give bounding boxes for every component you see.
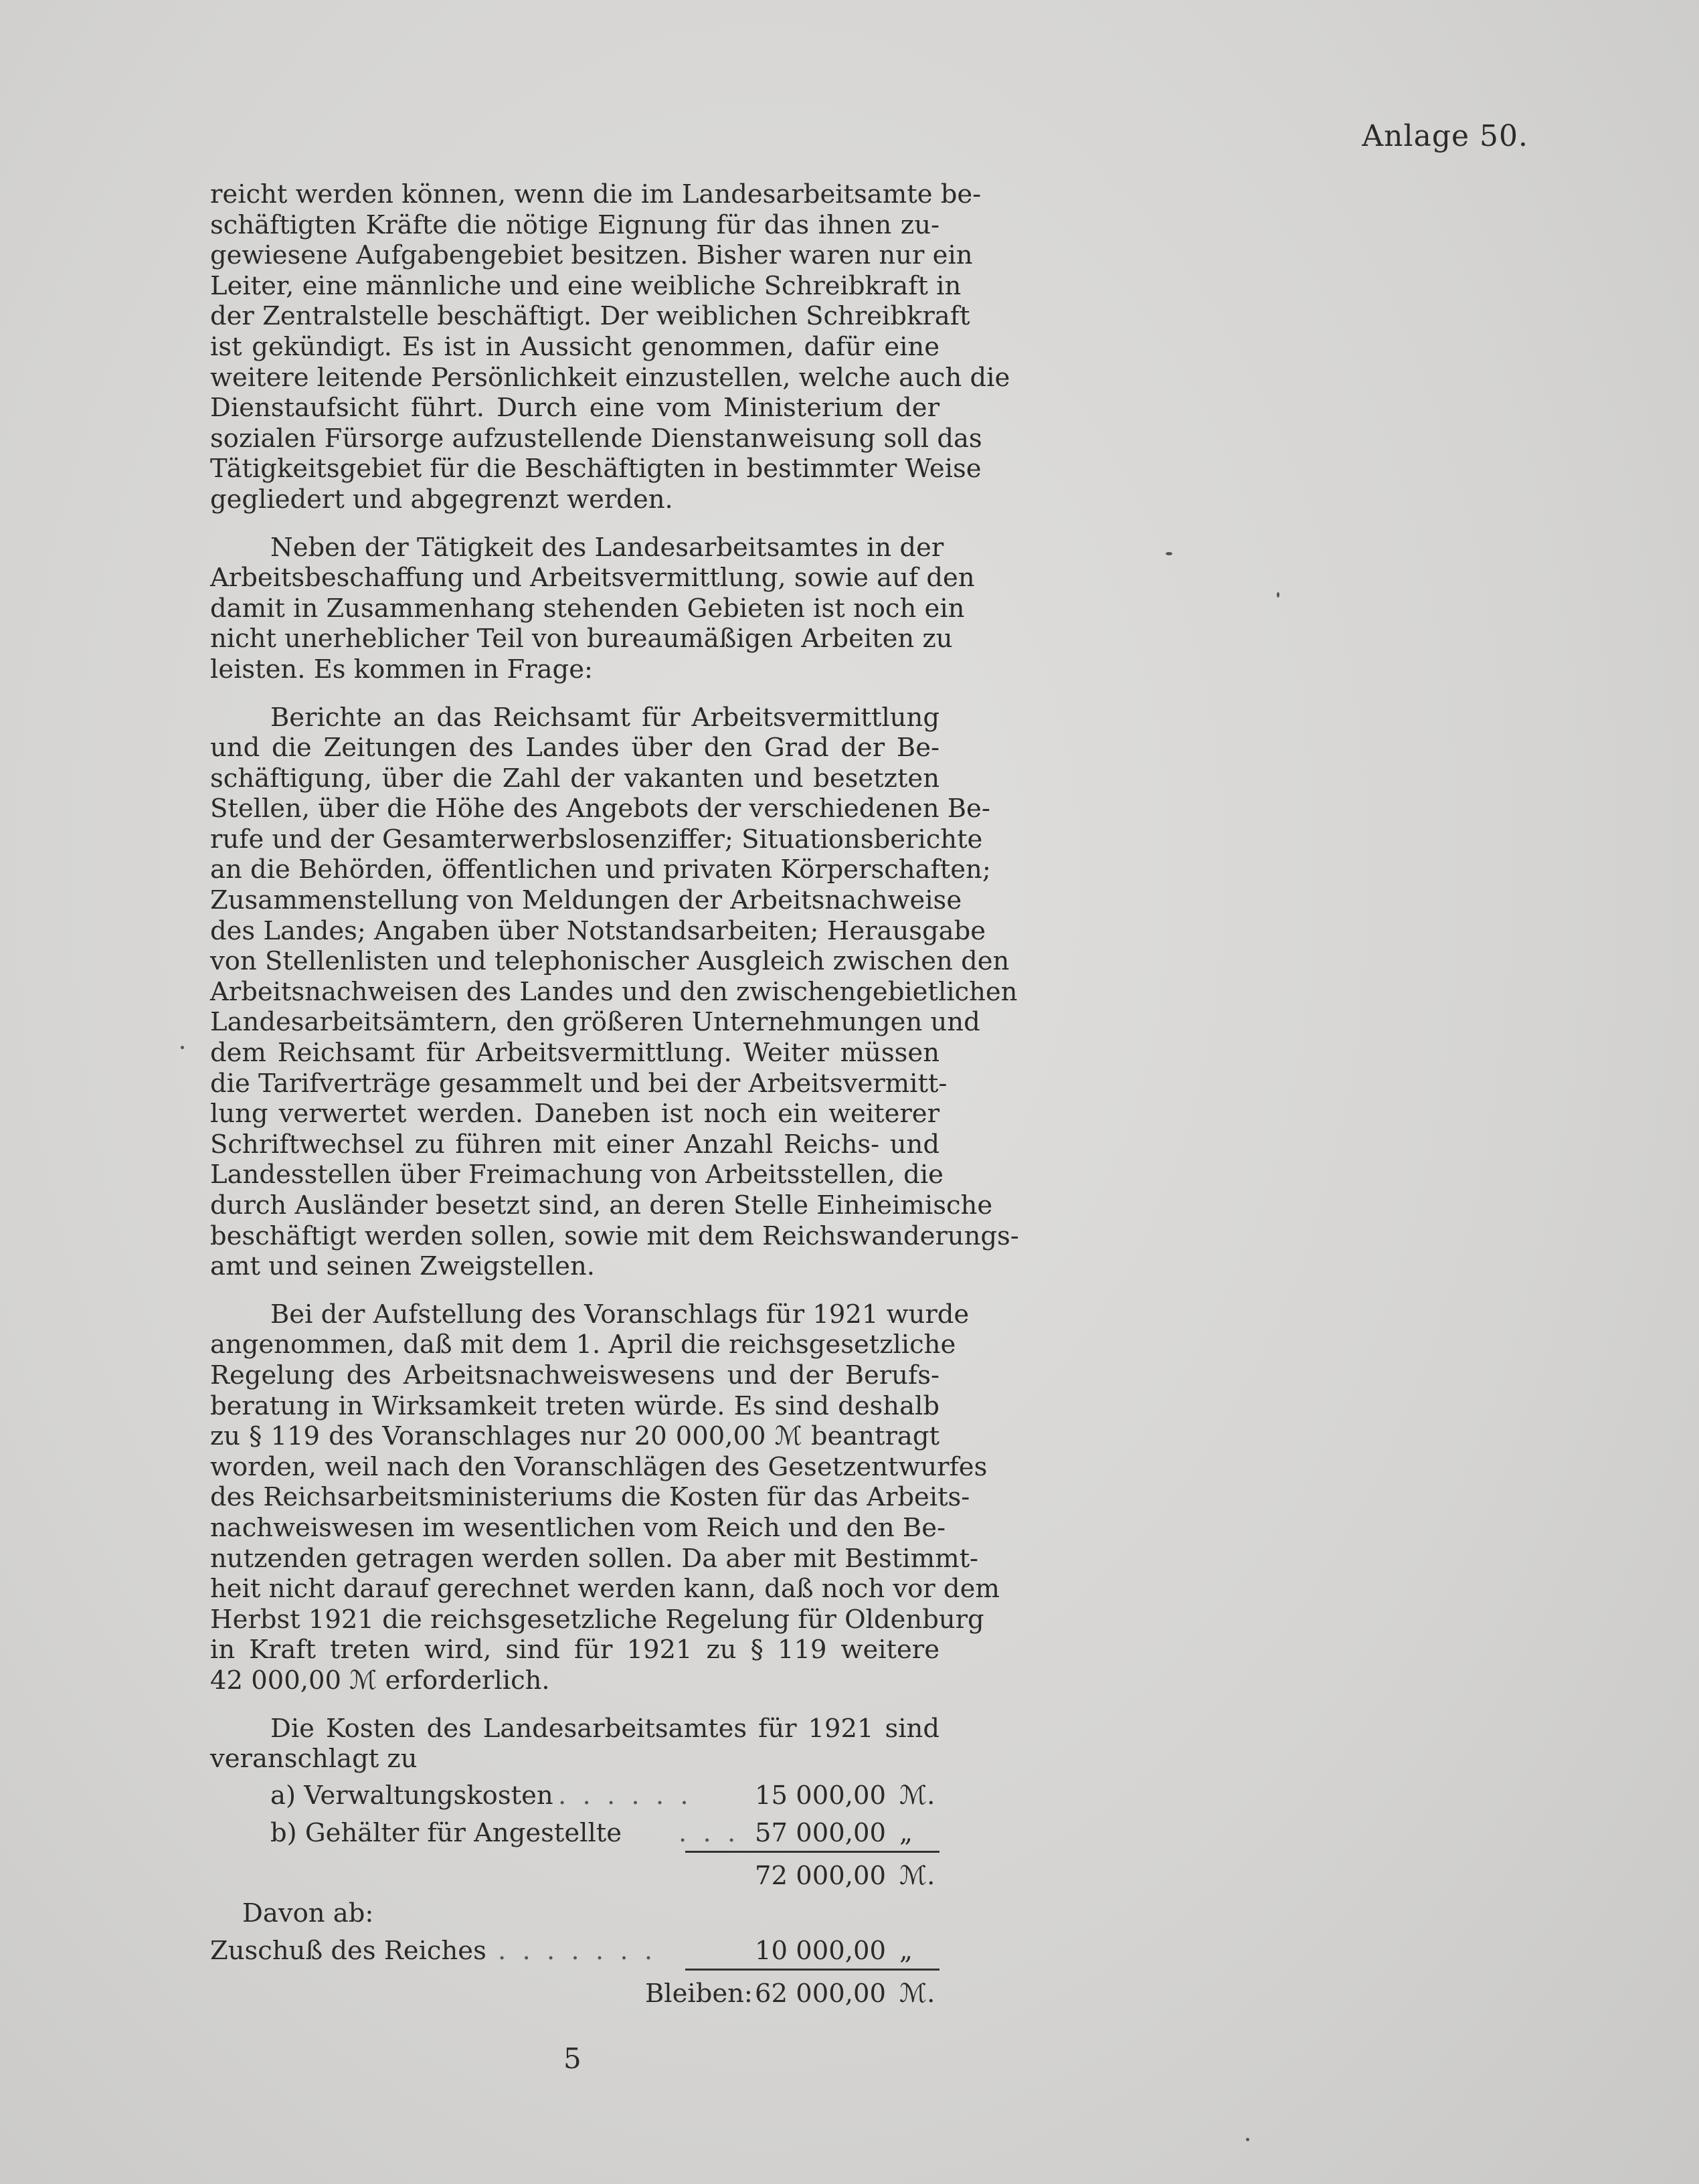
text-line: Landesstellen über Freimachung von Arbeitsstellen, die xyxy=(210,1160,944,1190)
currency-unit: ℳ. xyxy=(899,1860,935,1891)
paragraph-gap xyxy=(210,1282,940,1299)
leader-dots: . . . . . . xyxy=(558,1780,693,1811)
page-number: 5 xyxy=(563,2042,582,2075)
dust-speck xyxy=(1166,552,1172,555)
subsidy-amount: 10 000,00 xyxy=(755,1935,886,1966)
cost-item-b-amount: 57 000,00 xyxy=(755,1817,886,1848)
text-line: amt und seinen Zweigstellen. xyxy=(210,1251,596,1282)
text-line: angenommen, daß mit dem 1. April die reichsgesetzliche xyxy=(210,1330,956,1360)
text-line: reicht werden können, wenn die im Landesarbeitsamte be- xyxy=(210,179,982,209)
text-line: in Kraft treten wird, sind für 1921 zu § 119 weitere xyxy=(210,1635,940,1665)
text-column xyxy=(210,179,1019,2013)
cost-item-b xyxy=(210,1815,940,1852)
text-line: beschäftigt werden sollen, sowie mit dem Reichswanderungs- xyxy=(210,1220,1019,1251)
text-line: heit nicht darauf gerechnet werden kann, daß noch vor dem xyxy=(210,1574,1000,1605)
text-line: die Tarifverträge gesammelt und bei der Arbeitsvermitt- xyxy=(210,1068,948,1099)
paragraph-gap xyxy=(210,515,940,533)
text-line: Zusammenstellung von Meldungen der Arbeitsnachweise xyxy=(210,885,962,916)
text-line: und die Zeitungen des Landes über den Grad der Be- xyxy=(210,733,940,763)
sum-rule xyxy=(685,1851,940,1853)
paragraph xyxy=(210,1714,940,1774)
ditto-mark: „ xyxy=(899,1817,913,1848)
text-line: Leiter, eine männliche und eine weibliche Schreibkraft in xyxy=(210,270,962,301)
page-header: Anlage 50. xyxy=(1362,119,1528,153)
text-line: sozialen Fürsorge aufzustellende Dienstanweisung soll das xyxy=(210,423,982,454)
text-line: nutzenden getragen werden sollen. Da aber mit Bestimmt- xyxy=(210,1543,979,1574)
remaining-label: Bleiben: xyxy=(645,1978,753,2009)
text-line: durch Ausländer besetzt sind, an deren Stelle Einheimische xyxy=(210,1190,993,1220)
text-line: zu § 119 des Voranschlages nur 20 000,00 ℳ beantragt xyxy=(210,1421,940,1452)
text-line: veranschlagt zu xyxy=(210,1744,418,1774)
text-line: weitere leitende Persönlichkeit einzustellen, welche auch die xyxy=(210,362,1010,393)
text-line: Arbeitsbeschaffung und Arbeitsvermittlung, sowie auf den xyxy=(210,563,975,594)
body-paragraphs xyxy=(210,179,1019,1774)
paragraph-gap xyxy=(210,1696,940,1714)
text-line: Dienstaufsicht führt. Durch eine vom Ministerium der xyxy=(210,393,940,424)
text-line: worden, weil nach den Voranschlägen des Gesetzentwurfes xyxy=(210,1451,988,1482)
text-line: nachweiswesen im wesentlichen vom Reich und den Be- xyxy=(210,1512,946,1543)
subtotal-row xyxy=(210,1857,940,1895)
dust-speck xyxy=(181,1046,184,1049)
text-line: Bei der Aufstellung des Voranschlags für 1921 wurde xyxy=(270,1299,970,1330)
cost-item-a xyxy=(210,1777,940,1815)
remaining-amount: 62 000,00 xyxy=(755,1978,886,2009)
deduction-label: Davon ab: xyxy=(242,1898,374,1928)
text-line: damit in Zusammenhang stehenden Gebieten ist noch ein xyxy=(210,593,965,624)
paragraph xyxy=(210,179,1010,515)
subsidy-row xyxy=(210,1932,940,1970)
text-line: lung verwertet werden. Daneben ist noch ein weiterer xyxy=(210,1099,940,1129)
paragraph xyxy=(210,702,1019,1282)
text-line: dem Reichsamt für Arbeitsvermittlung. Weiter müssen xyxy=(210,1038,940,1069)
text-line: an die Behörden, öffentlichen und privaten Körperschaften; xyxy=(210,854,991,885)
currency-unit: ℳ. xyxy=(899,1780,935,1811)
paragraph xyxy=(210,1299,1000,1696)
text-line: von Stellenlisten und telephonischer Ausgleich zwischen den xyxy=(210,946,1010,977)
sum-rule xyxy=(685,1969,940,1971)
paragraph-gap xyxy=(210,685,940,703)
text-line: Berichte an das Reichsamt für Arbeitsvermittlung xyxy=(270,702,940,733)
text-line: schäftigung, über die Zahl der vakanten und besetzten xyxy=(210,763,940,794)
subtotal-amount: 72 000,00 xyxy=(755,1860,886,1891)
leader-dots: . . . xyxy=(679,1817,740,1848)
text-line: ist gekündigt. Es ist in Aussicht genommen, dafür eine xyxy=(210,331,940,362)
subsidy-label: Zuschuß des Reiches xyxy=(210,1935,486,1966)
cost-item-b-label: b) Gehälter für Angestellte xyxy=(270,1817,622,1848)
text-line: Tätigkeitsgebiet für die Beschäftigten in bestimmter Weise xyxy=(210,454,982,484)
currency-unit: ℳ. xyxy=(899,1978,935,2009)
text-line: gegliedert und abgegrenzt werden. xyxy=(210,484,673,515)
cost-item-a-label: a) Verwaltungskosten xyxy=(270,1780,553,1811)
text-line: Regelung des Arbeitsnachweiswesens und der Berufs- xyxy=(210,1360,940,1390)
leader-dots: . . . . . . . xyxy=(498,1935,657,1966)
cost-table xyxy=(210,1777,940,2013)
text-line: Schriftwechsel zu führen mit einer Anzahl Reichs- und xyxy=(210,1129,940,1160)
text-line: rufe und der Gesamterwerbslosenziffer; Situationsberichte xyxy=(210,824,983,854)
text-line: schäftigten Kräfte die nötige Eignung für das ihnen zu- xyxy=(210,209,940,240)
ditto-mark: „ xyxy=(899,1935,913,1966)
dust-speck xyxy=(1246,2138,1249,2141)
dust-speck xyxy=(1277,592,1279,598)
text-line: Landesarbeitsämtern, den größeren Unternehmungen und xyxy=(210,1007,980,1038)
text-line: Herbst 1921 die reichsgesetzliche Regelung für Oldenburg xyxy=(210,1604,984,1635)
cost-item-a-amount: 15 000,00 xyxy=(755,1780,886,1811)
deduction-row xyxy=(210,1895,940,1932)
text-line: Die Kosten des Landesarbeitsamtes für 1921 sind xyxy=(270,1713,940,1744)
text-line: des Landes; Angaben über Notstandsarbeiten; Herausgabe xyxy=(210,915,986,946)
text-line: Neben der Tätigkeit des Landesarbeitsamtes in der xyxy=(270,532,944,563)
text-line: der Zentralstelle beschäftigt. Der weiblichen Schreibkraft xyxy=(210,301,970,332)
text-line: leisten. Es kommen in Frage: xyxy=(210,654,593,685)
remaining-row xyxy=(210,1975,940,2013)
text-line: nicht unerheblicher Teil von bureaumäßigen Arbeiten zu xyxy=(210,624,953,654)
text-line: 42 000,00 ℳ erforderlich. xyxy=(210,1665,550,1696)
text-line: beratung in Wirksamkeit treten würde. Es sind deshalb xyxy=(210,1390,940,1421)
text-line: gewiesene Aufgabengebiet besitzen. Bisher waren nur ein xyxy=(210,240,973,271)
text-line: Arbeitsnachweisen des Landes und den zwischengebietlichen xyxy=(210,976,1018,1007)
text-line: des Reichsarbeitsministeriums die Kosten für das Arbeits- xyxy=(210,1482,970,1513)
text-line: Stellen, über die Höhe des Angebots der verschiedenen Be- xyxy=(210,794,990,824)
paragraph xyxy=(210,532,975,685)
